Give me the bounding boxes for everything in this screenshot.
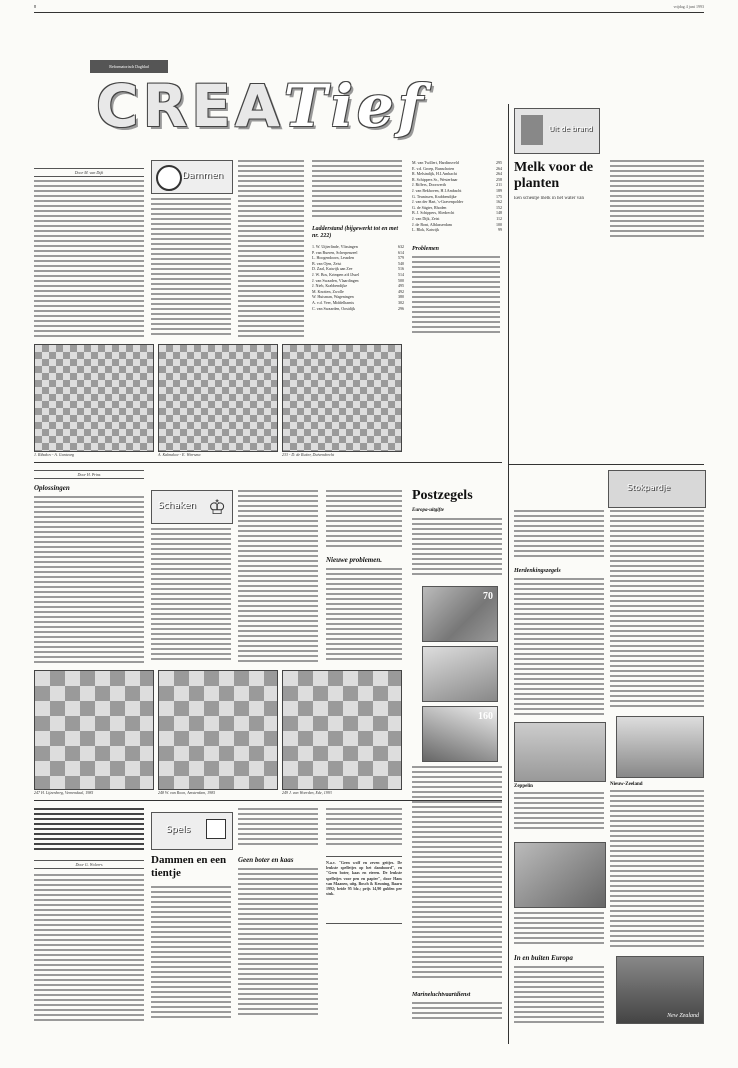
problemen-heading: Problemen — [412, 246, 439, 252]
ladder-name: R. Melsindijk, H.I.Ambacht — [412, 171, 457, 177]
chess-board-2 — [158, 670, 278, 790]
ladder-name: W. Huisman, Wageningen — [312, 294, 354, 300]
draughts-caption-1: 1. Ribakov - A. Gantvarg — [34, 452, 74, 457]
title-banner: Reformatorisch Dagblad — [90, 60, 168, 73]
chess-board-1 — [34, 670, 154, 790]
stamp-value-2: 160 — [478, 711, 493, 722]
ladder-name: J. de Bont, Alblasserdam — [412, 221, 452, 227]
ladder-name: J. van Swaaden, Vlaardingen — [312, 277, 359, 283]
ladder-score: 175 — [496, 193, 502, 199]
dammen-text-col2 — [151, 198, 231, 340]
nz-stamp-image-1 — [616, 716, 704, 778]
title-crea: CREA — [96, 72, 284, 140]
postzegels-text-3 — [412, 1002, 502, 1026]
ladder-score: 632 — [398, 244, 404, 249]
chess-king-icon: ♔ — [208, 497, 226, 519]
postzegels-badge — [608, 470, 706, 508]
ladder-score: 579 — [398, 255, 404, 261]
dammen-section-banner — [151, 160, 233, 194]
issue-date: vrijdag 4 juni 1993 — [673, 4, 704, 9]
ladder-score: 302 — [398, 299, 404, 305]
spel-intro-text — [34, 808, 144, 854]
ladder-score: 264 — [496, 165, 502, 171]
ladder-name: J. van Bekhoven, H.I.Ambacht — [412, 187, 462, 193]
ladder-score: 148 — [496, 210, 502, 216]
postzegels-badge-label: Stokpardje — [627, 483, 671, 492]
dice-icon — [206, 819, 226, 839]
title-tief: Tief — [283, 72, 427, 140]
nieuwe-problemen-heading: Nieuwe problemen. — [326, 556, 382, 564]
ladder-row — [412, 227, 502, 233]
ladder-score: 112 — [496, 215, 502, 221]
ladder-score: 152 — [496, 204, 502, 210]
postzegels-text-2 — [412, 766, 502, 986]
ladder-name: J. van Dijk, Zeist — [412, 215, 440, 221]
ladder-score: 492 — [398, 288, 404, 294]
nieuw-zeeland-text — [610, 790, 704, 950]
spel-section-banner — [151, 812, 233, 850]
stamp-image-1 — [422, 586, 498, 642]
melk-heading: Melk voor de planten — [514, 160, 594, 191]
postzegels-text-5 — [514, 578, 604, 718]
ladder-name: R. Schippers Sr., Westerbaar — [412, 176, 458, 182]
dammen-text-col1 — [34, 180, 144, 340]
ladder-score: 100 — [496, 221, 502, 227]
herdenking-heading: Herdenkingszegels — [514, 568, 561, 574]
in-en-buiten-text — [514, 966, 604, 1026]
section-rule — [34, 462, 502, 463]
dammen-text-col4 — [312, 160, 402, 220]
ladder-name: M. van Twillert, Hardinxveld — [412, 160, 459, 165]
draughts-board-3 — [282, 344, 402, 452]
schaken-text-col3 — [238, 490, 318, 666]
ladder-score: 614 — [398, 249, 404, 255]
in-en-buiten-heading: In en buiten Europa — [514, 954, 573, 962]
ladder-score: 540 — [398, 260, 404, 266]
page-title — [96, 72, 427, 140]
problemen-text — [412, 256, 500, 340]
schaken-label: Schaken — [158, 501, 197, 511]
ladder-name: J. Nieb, Krabbendijke — [312, 283, 348, 289]
ladder-score: 162 — [496, 199, 502, 205]
ladder-score: 500 — [398, 277, 404, 283]
byline-dammen: Door M. van Dijk — [34, 168, 144, 177]
ladder-name: A. v.d. Veer, Middelharnis — [312, 299, 355, 305]
ladder-name: G. de Sügter, Rhoden — [412, 204, 447, 210]
stamp-image-2 — [422, 646, 498, 702]
ladder-name: J. van der Hart, 's-Gravenpolder — [412, 199, 464, 205]
ladder-score: 258 — [496, 176, 502, 182]
potsdam-stamp-image — [514, 842, 606, 908]
ladder-score: 514 — [398, 271, 404, 277]
spel-text-col3 — [238, 808, 318, 850]
schaken-text-col2 — [151, 528, 231, 666]
ladder-name: C. van Swaarden, Oostdijk — [312, 305, 355, 311]
draught-piece-icon — [156, 165, 182, 191]
ladder-name: L. Blok, Katwijk — [412, 227, 440, 233]
stamp-value-1: 70 — [483, 591, 493, 602]
book-promo: N.a.v. "Geen wolf en zeven geitjes. De leukste spelletjes op het damboord", en "Geen boter, kaas en eieren. De leukste spelletjes voor pen en papier", door Hans van Maanen, uitg. Bosch & Keuning, Baarn 1992; beide 95 blz.; prijs 14,90 gulden per stuk. — [326, 856, 402, 924]
section-rule-3 — [508, 464, 704, 465]
stamp-image-3 — [422, 706, 498, 762]
ladder-name: G. Teunissen, Krabbendijke — [412, 193, 457, 199]
nz-stamp-label: New Zealand — [667, 1013, 699, 1019]
ladder-score: 296 — [398, 305, 404, 311]
dammen-label: Dammen — [182, 171, 224, 181]
ladder-name: J. W. Bos, Krimpen a/d IJssel — [312, 271, 360, 277]
page-number: 8 — [34, 4, 36, 9]
header-rule — [34, 12, 704, 13]
watering-can-icon — [521, 115, 543, 145]
chess-caption-1: 247 H. Lijzenberg, Veenendaal, 1985 — [34, 790, 94, 795]
dammen-text-col3 — [238, 160, 304, 340]
zeppelin-stamp-image — [514, 722, 606, 782]
ladderstand-list — [312, 244, 404, 311]
chess-caption-2: 248 W. van Roon, Amsterdam, 1985 — [158, 790, 216, 795]
ladder-name: L. Hoogendoorn, Leusden — [312, 255, 354, 261]
spel-text-col5 — [326, 808, 402, 848]
spel-text-col4 — [238, 868, 318, 1024]
europa-heading: Europa-uitgifte — [412, 508, 444, 513]
ladder-score: 189 — [496, 187, 502, 193]
uit-de-brand-label: Uit de brand — [549, 125, 593, 133]
ladder-name: D. Zaal, Katwijk aan Zee — [312, 266, 353, 272]
draughts-board-2 — [158, 344, 278, 452]
schaken-section-banner — [151, 490, 233, 524]
ladder-row — [312, 306, 404, 312]
byline-spel: Door G. Wolvers — [34, 860, 144, 869]
column-divider — [508, 104, 509, 1044]
zeppelin-heading: Zeppelin — [514, 784, 533, 789]
ladderstand-heading: Ladderstand (bijgewerkt tot en met nr. 222) — [312, 226, 398, 239]
spel-text-col1 — [34, 874, 144, 1024]
schaken-text-col4 — [326, 490, 402, 550]
spel-label: Spels — [166, 825, 191, 835]
byline-schaken: Door H. Prins — [34, 470, 144, 479]
ladder-score: 516 — [398, 266, 404, 272]
ladder-score: 295 — [496, 160, 502, 165]
spel-text-col2 — [151, 886, 231, 1024]
dammen-tientje-heading: Dammen en een tientje — [151, 854, 227, 879]
geen-boter-heading: Geen boter en kaas — [238, 856, 294, 864]
schaken-text-col1 — [34, 496, 144, 666]
nieuw-zeeland-heading: Nieuw-Zeeland — [610, 782, 643, 787]
ladder-score: 99 — [498, 227, 502, 233]
uit-de-brand-banner — [514, 108, 600, 154]
postzegels-text-1 — [412, 518, 502, 578]
ladder-name: E. v.d. Groep, Bunschoten — [412, 165, 455, 171]
potsdam-text — [514, 912, 604, 950]
postzegels-text-4 — [514, 510, 604, 564]
ladder-name: 1. W. Uijterlinde, Vlissingen — [312, 244, 358, 249]
postzegels-text-6 — [610, 510, 704, 710]
draughts-caption-2: A. Kalmakov - E. Wiersma — [158, 452, 201, 457]
melk-subheading: Een scheutje melk in het water van — [514, 196, 584, 201]
ladder-score: 211 — [496, 182, 502, 188]
draughts-board-1 — [34, 344, 154, 452]
ladderstand-list-continued — [412, 160, 502, 233]
ladder-name: J. Riffers, Doorwerth — [412, 182, 446, 188]
ladder-name: P. van Bueren, Scherpenzeel — [312, 249, 358, 255]
chess-board-3 — [282, 670, 402, 790]
schaken-text-col5 — [326, 568, 402, 666]
draughts-caption-3: 233 - D. de Ruiter, Duivendrecht — [282, 452, 335, 457]
ladder-score: 495 — [398, 283, 404, 289]
ladder-score: 264 — [496, 171, 502, 177]
marinele-heading: Marineluchtvaartdienst — [412, 992, 471, 998]
oplossingen-heading: Oplossingen — [34, 484, 70, 492]
nz-stamp-image-2 — [616, 956, 704, 1024]
chess-caption-3: 249 J. van Woerden, Ede, 1993 — [282, 790, 332, 795]
melk-text — [610, 160, 704, 240]
postzegels-heading: Postzegels — [412, 488, 473, 503]
ladder-name: B. van Ojen, Zeist — [312, 260, 342, 266]
ladder-name: M. Knotten, Zwolle — [312, 288, 344, 294]
zeppelin-text — [514, 792, 604, 836]
ladder-name: B. J. Schippers, Sliedrecht — [412, 210, 455, 216]
page-header — [0, 2, 738, 18]
ladder-score: 380 — [398, 294, 404, 300]
